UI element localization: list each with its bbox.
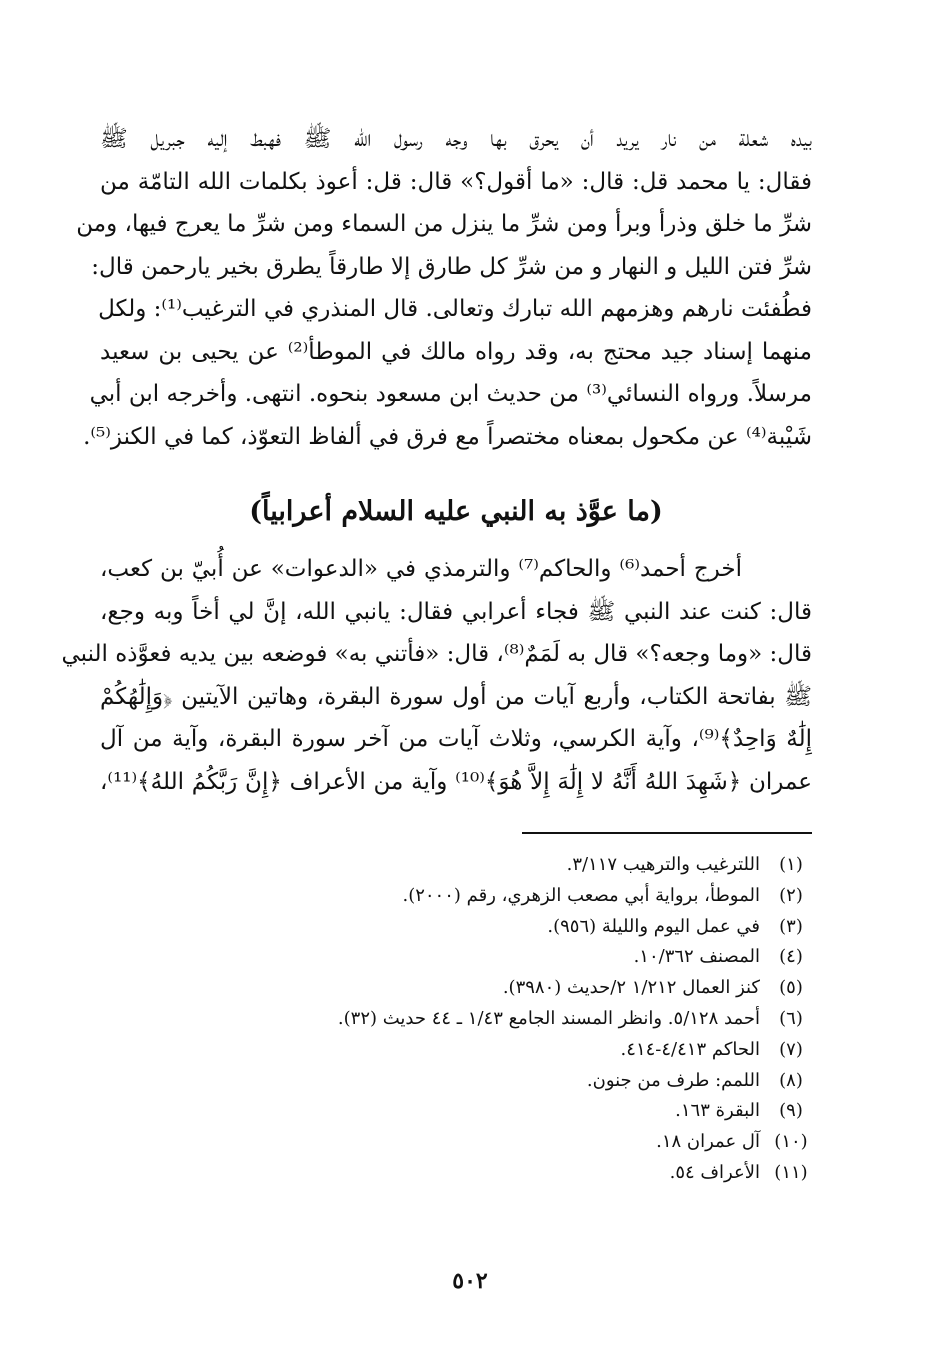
text-line: فقال: يا محمد قل: قال: «ما أقول؟» قال: قل: أعوذ بكلمات الله التامّة من (100, 168, 812, 195)
footnote-number: (١) (779, 854, 803, 875)
text-line: مرسلاً. ورواه النسائي⁽³⁾ من حديث ابن مسعود بنحوه. انتهى. وأخرجه ابن أبي (89, 381, 812, 407)
footnote-text: كنز العمال ١/٢١٢ ٢/حديث (٣٩٨٠). (502, 977, 760, 999)
footnote-item (100, 850, 812, 881)
body-paragraph-2 (61, 548, 812, 803)
footnote-item (100, 1004, 812, 1035)
footnote-item (100, 881, 812, 912)
footnote-text: البقرة ١٦٣. (675, 1100, 760, 1122)
footnote-item (100, 1096, 812, 1127)
footnote-number: (٧) (779, 1038, 803, 1060)
text-line: عمران ﴿شَهِدَ اللهُ أَنَّهُ لا إِلَٰهَ إِلاَّ هُوَ﴾⁽¹⁰⁾ وآية من الأعراف ﴿إِنَّ رَبَّكُمُ اللهُ﴾⁽¹¹⁾، (100, 768, 812, 795)
text-line: شرِّ فتن الليل و النهار و من شرِّ كل طارق إلا طارقاً يطرق بخير يارحمن قال: (91, 253, 812, 280)
footnote-number: (٩) (779, 1100, 803, 1122)
footnote-text: الموطأ، برواية أبي مصعب الزهري، رقم (٢٠٠٠). (402, 884, 760, 906)
section-heading: (ما عوَّذ به النبي عليه السلام أعرابياً) (249, 496, 663, 527)
text-line: منهما إسناد جيد محتج به، وقد رواه مالك في الموطأ⁽²⁾ عن يحيى بن سعيد (100, 338, 812, 365)
text-line: إِلَٰهٌ وَاحِدٌ﴾⁽⁹⁾، وآية الكرسي، وثلاث آيات من آخر سورة البقرة، وآية من آل (100, 726, 812, 752)
footnote-item (100, 912, 812, 943)
footnote-text: المصنف ١٠/٣٦٢. (633, 946, 760, 968)
footnote-number: (٨) (779, 1069, 803, 1091)
footnote-text: في عمل اليوم والليلة (٩٥٦). (547, 915, 760, 937)
footnote-number: (٣) (779, 915, 803, 937)
text-line: ﷺ بفاتحة الكتاب، وأربع آيات من أول سورة البقرة، وهاتين الآيتين ﴿وَإِلَٰهُكُمْ (100, 683, 812, 710)
footnote-item (100, 1035, 812, 1066)
footnote-text: الحاكم ٤/٤١٣-٤١٤. (620, 1038, 760, 1060)
footnote-item (100, 1066, 812, 1097)
footnote-number: (١١) (774, 1161, 808, 1183)
footnote-item (100, 973, 812, 1004)
text-line: بيده شعلة من نار يريد أن يحرق بها وجه رسول الله ﷺ فهبط إليه جبريل ﷺ (100, 126, 812, 152)
footnote-divider (522, 832, 812, 834)
footnote-text: اللمم: طرف من جنون. (586, 1069, 760, 1091)
footnote-item (100, 1158, 812, 1189)
page-number: ٥٠٢ (452, 1268, 488, 1294)
text-line: شَيْبة⁽⁴⁾ عن مكحول بمعناه مختصراً مع فرق في ألفاظ التعوّذ، كما في الكنز⁽⁵⁾. (83, 423, 812, 450)
footnote-item (100, 1127, 812, 1158)
body-paragraph (76, 118, 812, 458)
text-line: أخرج أحمد⁽⁶⁾ والحاكم⁽⁷⁾ والترمذي في «الدعوات» عن أُبيّ بن كعب، (100, 556, 742, 582)
footnote-number: (٦) (779, 1007, 803, 1029)
footnote-text: الأعراف ٥٤. (669, 1161, 760, 1183)
footnote-number: (١٠) (774, 1131, 808, 1153)
footnote-number: (٤) (779, 946, 803, 968)
footnote-number: (٢) (779, 884, 803, 906)
text-line: فطُفئت نارهم وهزمهم الله تبارك وتعالى. قال المنذري في الترغيب⁽¹⁾: ولكل (98, 296, 812, 322)
footnote-number: (٥) (779, 977, 803, 999)
text-line: قال: «وما وجعه؟» قال به لَمَمٌ⁽⁸⁾، قال: «فأتني به» فوضعه بين يديه فعوَّذه النبي (61, 641, 812, 667)
text-line: قال: كنت عند النبي ﷺ فجاء أعرابي فقال: يانبي الله، إنَّ لي أخاً وبه وجع، (100, 598, 812, 625)
footnote-text: أحمد ٥/١٢٨. وانظر المسند الجامع ١/٤٣ ـ ٤٤ حديث (٣٢). (337, 1007, 760, 1029)
footnote-item (100, 942, 812, 973)
text-line: شرِّ ما خلق وذرأ وبرأ ومن شرِّ ما ينزل من السماء ومن شرِّ ما يعرج فيها، ومن (76, 211, 812, 237)
footnote-text: اللترغيب والترهيب ٣/١١٧. (566, 854, 760, 875)
footnotes-list (100, 850, 812, 1189)
footnote-text: آل عمران ١٨. (656, 1131, 760, 1153)
